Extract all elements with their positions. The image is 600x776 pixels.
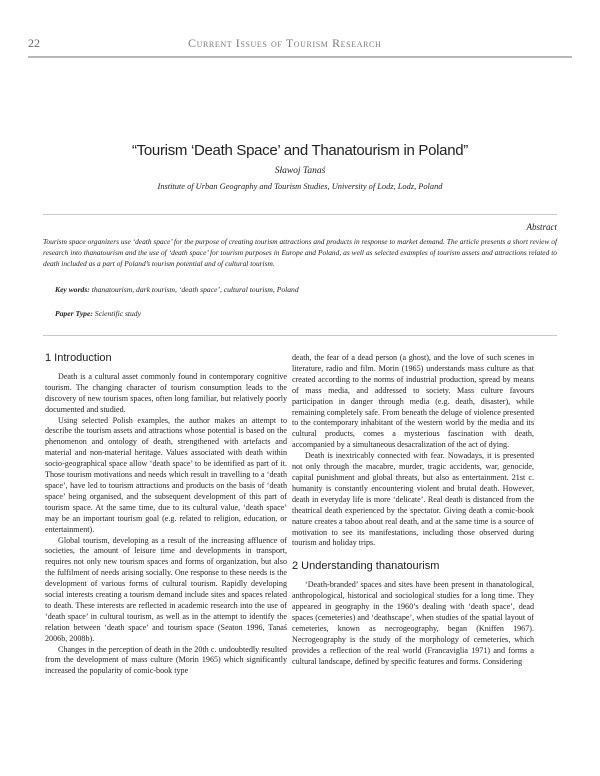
body-paragraph: Death is a cultural asset commonly found in contemporary cognitive tourism. The changing character of tourism consumption leads to the discovery of new tourism spaces, often long familiar, but relatively poorly documented and studied. [45,371,287,414]
keywords-label: Key words: [55,285,90,294]
paper-type-value: Scientific study [94,309,141,318]
section-heading-thanatourism: 2 Understanding thanatourism [292,560,440,573]
paper-type [55,309,555,318]
paper-type-label: Paper Type: [55,309,93,318]
body-paragraph: ‘Death-branded’ spaces and sites have been present in thanatological, anthropological, historical and sociological studies for a long time. They appeared in geography in the 1960’s dealing with ‘death space’, dead spaces (cemeteries) and ‘deathscape’, when studies of the spatial layout of cemeteries, known as necrogeography, began (Kniffen 1967). Necrogeography is the study of the morphology of cemeteries, which provides a reflection of the real world (Francaviglia 1971) and forms a cultural landscape, defined by specific features and forms. Considering [292,580,534,666]
body-paragraph: Using selected Polish examples, the author makes an attempt to describe the tourism assets and attractions whose potential is based on the phenomenon and ontology of death, strengthened with artefacts and material and non-material heritage. Values associated with death within socio-geographical space allow ‘death space’ to be identified as part of it. Those tourism motivations and needs which result in travelling to a ‘death space’, have led to tourism attractions and products on the basis of ‘death space’ being organised, and the subsequent development of this part of tourism space. At the same time, due to its cultural value, ‘death space’ may be an important tourism goal (e.g. related to religion, education, or entertainment). [45,415,287,534]
article-title: “Tourism ‘Death Space’ and Thanatourism in Poland” [131,142,468,159]
abstract-top-rule [43,214,557,215]
body-paragraph: Global tourism, developing as a result of the increasing affluence of societies, the amount of leisure time and developments in transport, requires not only new tourism spaces and forms of organization, but also the fulfilment of needs arising socially. One response to these needs is the development of various forms of cultural tourism. Rapidly developing social interests creating a tourism demand include sites and spaces related to death. These interests are reflected in academic research into the use of ‘death space’ in cultural tourism, as well as in the attempt to identify the relation between ‘death space’ and tourism space (Seaton 1996, Tanaś 2006b, 2008b). [45,535,287,643]
left-column [45,353,287,677]
section-heading-introduction: 1 Introduction [45,352,112,364]
body-paragraph: Death is inextricably connected with fear. Nowadays, it is presented not only through the macabre, murder, tragic accidents, war, genocide, capital punishment and global threats, but also as entertainment. 21st c. humanity is constantly encountering violent and brutal death. However, death in everyday life is more ‘delicate’. Real death is distanced from the theatrical death experienced by the spectator. Giving death a comic-book nature creates a taboo about real death, and at the same time is a source of motivation to see its manifestations, including those observed during tourism and holiday trips. [292,451,534,548]
body-paragraph: Changes in the perception of death in the 20th c. undoubtedly resulted from the development of mass culture (Morin 1965) which significantly increased the popularity of comic-book type [45,644,287,676]
journal-title: Current Issues of Tourism Research [188,36,382,50]
article-author: Sławoj Tanaś [274,166,326,176]
abstract-text: Tourism space organizers use ‘death space’ for the purpose of creating tourism attractions and products in response to market demand. The article presents a short review of research into thanatourism and the use of ‘death space’ for tourism purposes in Europe and Poland, as well as selected examples of tourism assets and attractions related to death included as a part of Poland’s tourism potential and of cultural tourism. [43,237,557,268]
page-number: 22 [28,36,40,50]
keywords [55,285,555,294]
abstract-bottom-rule [43,335,557,336]
running-header [28,34,572,58]
right-column [292,353,534,667]
abstract-heading: Abstract [526,222,557,232]
author-affiliation: Institute of Urban Geography and Tourism Studies, University of Lodz, Lodz, Poland [157,182,443,191]
body-paragraph: death, the fear of a dead person (a ghost), and the love of such scenes in literature, radio and film. Morin (1965) understands mass culture as that created according to the norms of industrial production, spread by means of mass media, and addressed to society. Mass culture favours participation in danger through media (e.g. death, disaster), while remaining completely safe. From beneath the deluge of violence presented to the contemporary inhabitant of the western world by the media and its cultural products, comes a mysterious fascination with death, accompanied by a simultaneous desacralization of the act of dying. [292,353,534,450]
keywords-value: thanatourism, dark tourism, ‘death space’, cultural tourism, Poland [91,285,299,294]
